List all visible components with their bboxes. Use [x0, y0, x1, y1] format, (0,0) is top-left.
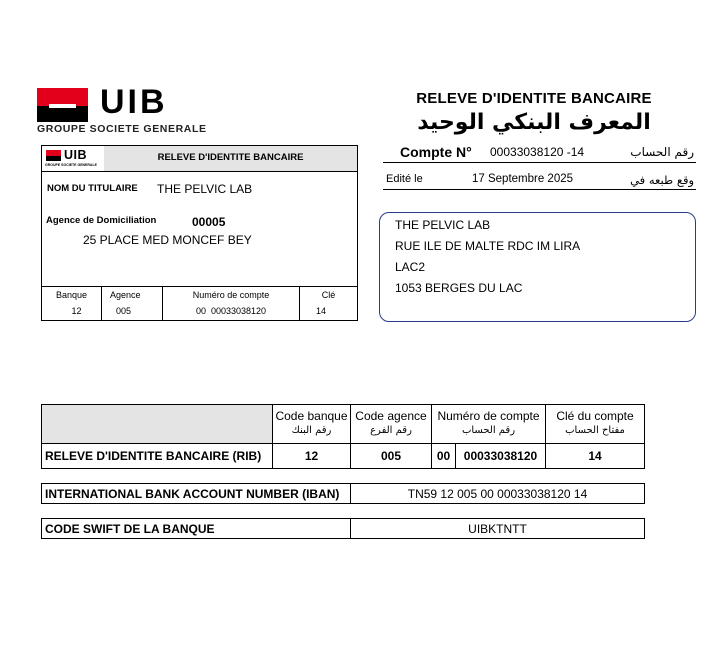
rib-table-corner — [41, 404, 273, 444]
uib-logo — [37, 83, 242, 136]
agency-address: 25 PLACE MED MONCEF BEY — [83, 233, 252, 247]
rib-agency-cell — [350, 443, 432, 469]
agency-code: 00005 — [192, 215, 226, 229]
column-header-bank — [272, 404, 351, 444]
address-line: RUE ILE DE MALTE RDC IM LIRA — [395, 239, 581, 253]
account-value: 00033038120 -14 — [490, 145, 585, 159]
rib-card-table — [42, 286, 357, 321]
logo-black-block — [37, 106, 88, 122]
rib-agency-value: 005 — [380, 449, 402, 463]
column-header-agency-fr: Code agence — [355, 409, 427, 423]
rib-card — [41, 145, 358, 321]
logo-subtitle: GROUPE SOCIETE GENERALE — [37, 123, 207, 135]
document-title-arabic: المعرف البنكي الوحيد — [417, 110, 651, 135]
card-value-agency: 005 — [116, 306, 132, 316]
mini-logo-word: UIB — [64, 148, 88, 162]
rib-key-value: 14 — [588, 449, 602, 463]
card-value-bank: 12 — [71, 306, 82, 316]
column-header-key-ar: مفتاح الحساب — [565, 425, 625, 436]
iban-label: INTERNATIONAL BANK ACCOUNT NUMBER (IBAN) — [45, 487, 340, 501]
edition-date: 17 Septembre 2025 — [472, 173, 574, 185]
rib-card-title: RELEVE D'IDENTITE BANCAIRE — [157, 152, 304, 163]
card-value-key: 14 — [316, 306, 327, 316]
card-header-account: Numéro de compte — [192, 290, 270, 300]
edition-label: Edité le — [386, 173, 423, 185]
column-header-key-fr: Clé du compte — [556, 409, 634, 423]
logo-word: UIB — [100, 83, 168, 121]
column-header-bank-fr: Code banque — [275, 409, 348, 423]
iban-value: TN59 12 005 00 00033038120 14 — [407, 487, 588, 501]
rib-table — [41, 404, 645, 469]
agency-label: Agence de Domiciliation — [46, 215, 157, 226]
address-line: 1053 BERGES DU LAC — [395, 281, 523, 295]
holder-value: THE PELVIC LAB — [157, 182, 253, 196]
address-box — [379, 212, 696, 322]
mini-uib-logo — [42, 146, 105, 171]
rib-row-label-cell — [41, 443, 273, 469]
rib-bank-cell — [272, 443, 351, 469]
logo-white-bar — [49, 104, 76, 108]
rib-row-label: RELEVE D'IDENTITE BANCAIRE (RIB) — [45, 449, 262, 463]
card-header-bank: Banque — [55, 290, 88, 300]
rib-bank-value: 12 — [304, 449, 319, 463]
swift-label: CODE SWIFT DE LA BANQUE — [45, 522, 215, 536]
divider — [383, 189, 696, 190]
iban-row — [41, 483, 645, 504]
mini-logo-subtitle: GROUPE SOCIETE GENERALE — [45, 163, 97, 167]
edition-label-arabic: وقع طبعه في — [630, 173, 694, 187]
rib-prefix-value: 00 — [436, 449, 451, 463]
account-label-arabic: رقم الحساب — [630, 145, 694, 159]
card-header-key: Clé — [321, 290, 336, 300]
document-title: RELEVE D'IDENTITE BANCAIRE — [416, 90, 652, 107]
address-line: LAC2 — [395, 260, 426, 274]
rib-prefix-cell — [431, 443, 456, 469]
column-header-account-fr: Numéro de compte — [437, 409, 540, 423]
rib-card-header — [42, 146, 357, 172]
card-header-agency: Agence — [110, 290, 141, 300]
column-header-account — [431, 404, 546, 444]
swift-row — [41, 518, 645, 539]
divider — [383, 162, 696, 163]
column-header-agency — [350, 404, 432, 444]
column-header-agency-ar: رقم الفرع — [370, 425, 412, 436]
rib-key-cell — [545, 443, 645, 469]
swift-value: UIBKTNTT — [468, 522, 527, 536]
column-header-bank-ar: رقم البنك — [291, 425, 332, 436]
column-header-key — [545, 404, 645, 444]
card-value-account: 00 00033038120 — [195, 306, 267, 316]
rib-account-value: 00033038120 — [463, 449, 538, 463]
holder-label: NOM DU TITULAIRE — [47, 183, 138, 194]
column-header-account-ar: رقم الحساب — [461, 425, 516, 436]
address-line: THE PELVIC LAB — [395, 218, 491, 232]
rib-account-cell — [455, 443, 546, 469]
account-label: Compte N° — [400, 144, 472, 160]
